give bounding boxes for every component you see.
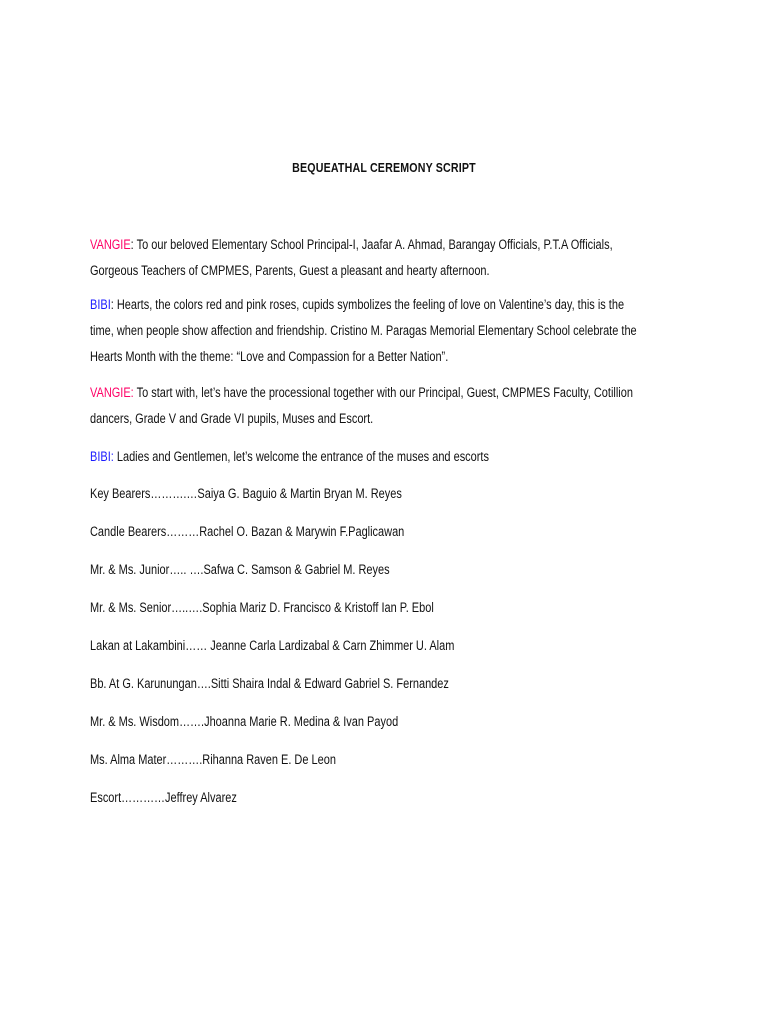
paragraph-text: Hearts, the colors red and pink roses, cupids symbolizes the feeling of love on Valentine’s day, this is the — [113, 297, 625, 312]
paragraph-line: Hearts Month with the theme: “Love and Compassion for a Better Nation”. — [90, 349, 449, 364]
speaker-separator: : — [110, 297, 114, 312]
paragraph-text: To start with, let’s have the processional together with our Principal, Guest, CMPMES Faculty, Cotillion — [133, 385, 633, 400]
paragraph-line — [90, 380, 680, 406]
speaker-label-vangie: VANGIE: — [90, 385, 134, 400]
paragraph-line — [90, 232, 680, 258]
paragraph-line — [90, 444, 680, 470]
paragraph-line: dancers, Grade V and Grade VI pupils, Muses and Escort. — [90, 411, 374, 426]
vangie-paragraph-1 — [90, 232, 680, 284]
roster-line-junior: Mr. & Ms. Junior….. ….Safwa C. Samson & Gabriel M. Reyes — [90, 562, 390, 577]
paragraph-line — [90, 292, 680, 318]
paragraph-text: Ladies and Gentlemen, let’s welcome the entrance of the muses and escorts — [113, 449, 489, 464]
roster-line-key-bearers: Key Bearers……….…Saiya G. Baguio & Martin Bryan M. Reyes — [90, 486, 402, 501]
roster-line-karunungan: Bb. At G. Karunungan….Sitti Shaira Indal & Edward Gabriel S. Fernandez — [90, 676, 449, 691]
paragraph-text: To our beloved Elementary School Principal-I, Jaafar A. Ahmad, Barangay Officials, P.T.A Officials, — [133, 237, 613, 252]
roster-line-alma-mater: Ms. Alma Mater……….Rihanna Raven E. De Leon — [90, 752, 336, 767]
roster-line-escort: Escort…………Jeffrey Alvarez — [90, 790, 237, 805]
bibi-paragraph-1 — [90, 292, 680, 370]
paragraph-line: time, when people show affection and friendship. Cristino M. Paragas Memorial Elementary School celebrate the — [90, 323, 637, 338]
speaker-label-bibi: BIBI: — [90, 449, 114, 464]
vangie-paragraph-2 — [90, 380, 680, 432]
speaker-label-vangie: VANGIE — [90, 237, 131, 252]
speaker-separator: : — [130, 237, 134, 252]
roster-line-senior: Mr. & Ms. Senior…..….Sophia Mariz D. Francisco & Kristoff Ian P. Ebol — [90, 600, 434, 615]
roster-line-wisdom: Mr. & Ms. Wisdom…….Jhoanna Marie R. Medina & Ivan Payod — [90, 714, 399, 729]
roster-line-candle-bearers: Candle Bearers………Rachel O. Bazan & Marywin F.Paglicawan — [90, 524, 405, 539]
speaker-label-bibi: BIBI — [90, 297, 111, 312]
bibi-paragraph-2 — [90, 444, 680, 470]
roster-line-lakan-lakambini: Lakan at Lakambini…… Jeanne Carla Lardizabal & Carn Zhimmer U. Alam — [90, 638, 455, 653]
paragraph-line: Gorgeous Teachers of CMPMES, Parents, Guest a pleasant and hearty afternoon. — [90, 263, 490, 278]
document-title: BEQUEATHAL CEREMONY SCRIPT — [292, 160, 476, 175]
